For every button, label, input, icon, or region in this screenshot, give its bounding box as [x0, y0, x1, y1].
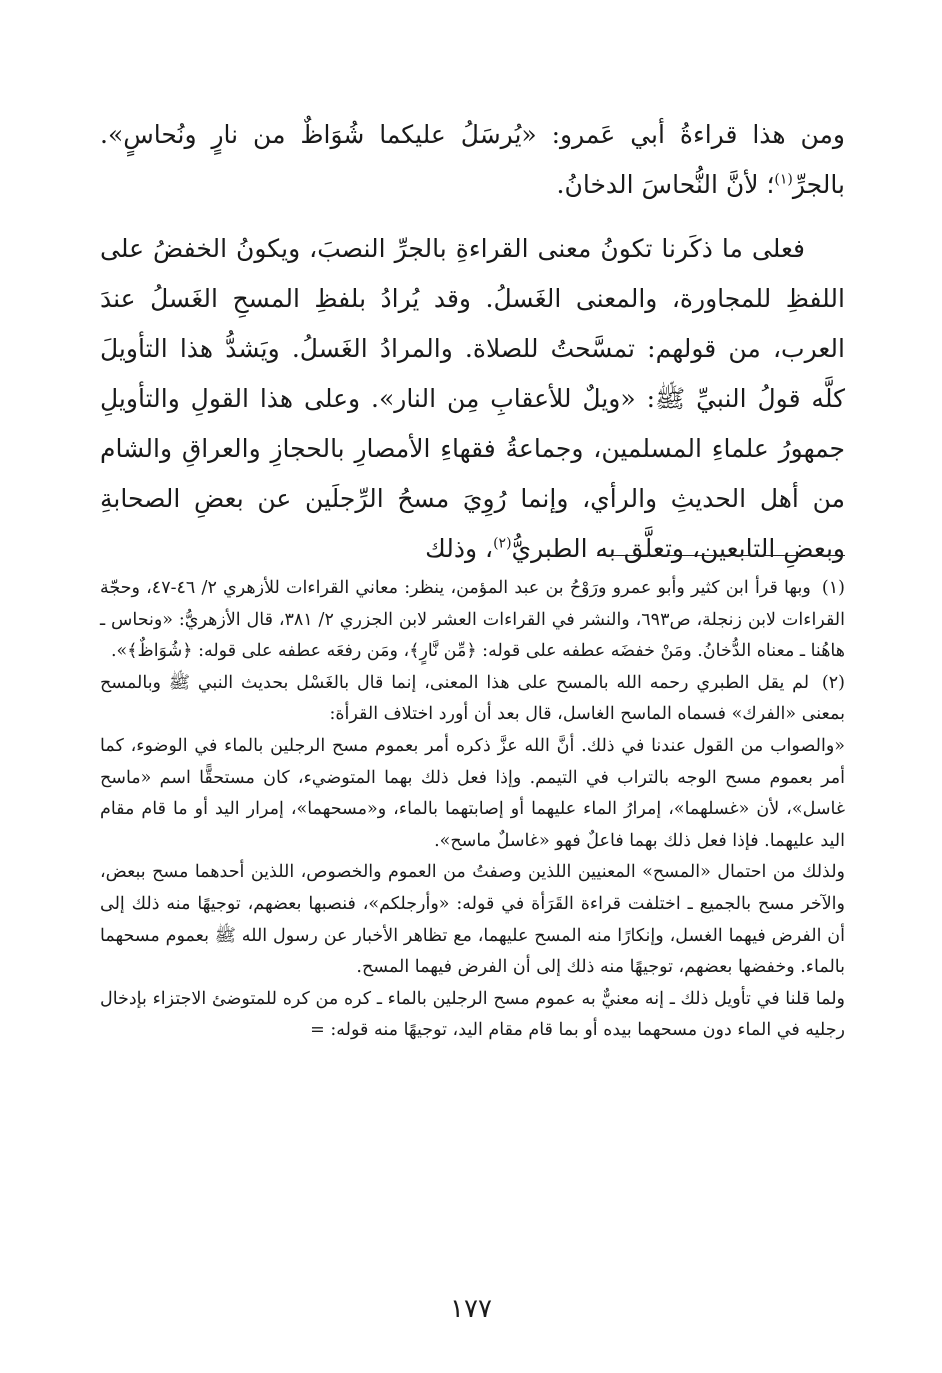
footnote-1-text: وبها قرأ ابن كثير وأبو عمرو ورَوْحُ بن عبد المؤمن، ينظر: معاني القراءات للأزهري ٢/ ٤٦-٤٧، وحجّة القراءات لابن زنجلة، ص٦٩٣، والنشر في القراءات العشر لابن الجزري ٢/ ٣٨١، قال الأزهريُّ: «ونحاس ـ هاهُنا ـ معناه الدُّخانُ. ومَنْ خفضَه عطفه على قوله: ﴿مِّن نَّارٍ﴾، ومَن رفعَه عطفه على قوله: ﴿شُوَاظٌ﴾». [100, 578, 846, 662]
footnote-2-paragraph-2: «والصواب من القول عندنا في ذلك. أنَّ الله عزَّ ذكره أمر بعموم مسح الرجلين بالماء في الوضوء، كما أمر بعموم مسح الوجه بالتراب في التيمم. وإذا فعل ذلك بهما المتوضيء، كان مستحقًّا اسم «ماسح غاسل»، لأن «غسلهما»، إمرارُ الماء عليهما أو إصابتهما بالماء، و«مسحهما»، إمرار اليد أو ما قام مقام اليد عليهما. فإذا فعل ذلك بهما فاعلٌ فهو «غاسلٌ ماسح». [100, 735, 845, 851]
footnote-1-paragraph [100, 573, 845, 668]
main-paragraph-2-text: فعلى ما ذكَرنا تكونُ معنى القراءةِ بالجرِّ النصبَ، ويكونُ الخفضُ على اللفظِ للمجاورة، والمعنى الغَسلُ. وقد يُرادُ بلفظِ المسحِ الغَسلُ عندَ العرب، من قولهم: تمسَّحتُ للصلاة. والمرادُ الغَسلُ. ويَشدُّ هذا التأويلَ كلَّه قولُ النبيِّ ﷺ: «ويلٌ للأعقابِ مِن النار». وعلى هذا القولِ والتأويلِ جمهورُ علماءِ المسلمين، وجماعةُ فقهاءِ الأمصارِ بالحجازِ والعراقِ والشام من أهل الحديثِ والرأي، وإنما رُوِيَ مسحُ الرِّجلَين عن بعضِ الصحابةِ وبعضِ التابعين، وتعلَّق به الطبريُّ [100, 234, 845, 563]
footnote-2-number: (٢) [821, 672, 845, 693]
footnotes [100, 573, 845, 1047]
main-text [100, 110, 845, 588]
main-paragraph-2-tail: ، وذلك [425, 534, 494, 563]
main-paragraph-2 [100, 224, 845, 574]
page-number: ١٧٧ [450, 1294, 492, 1324]
footnote-ref-1[interactable]: (١) [774, 171, 793, 188]
footnote-2-paragraph-4: ولما قلنا في تأويل ذلك ـ إنه معنيٌّ به عموم مسح الرجلين بالماء ـ كره من كره للمتوضئ الاجتزاء بإدخال رجليه في الماء دون مسحهما بيده أو بما قام مقام اليد، توجيهًا منه قوله: = [100, 988, 845, 1041]
footnote-1 [100, 573, 845, 668]
footnote-separator [597, 555, 845, 556]
main-paragraph-1 [100, 110, 845, 210]
footnote-2-text-1: لم يقل الطبري رحمه الله بالمسح على هذا المعنى، إنما قال بالغَسْل بحديث النبي ﷺ وبالمسح بمعنى «الفرك» فسماه الماسح الغاسل، قال بعد أن أورد اختلاف القرأة: [100, 672, 845, 725]
main-paragraph-1-tail: ؛ لأنَّ النُّحاسَ الدخانُ. [556, 170, 775, 199]
main-paragraph-1-text: ومن هذا قراءةُ أبي عَمرو: «يُرسَلُ عليكما شُوَاظٌ من نارٍ ونُحاسٍ». بالجرِّ [100, 120, 845, 199]
footnote-2-paragraph-3: ولذلك من احتمال «المسح» المعنيين اللذين وصفتُ من العموم والخصوص، اللذين أحدهما مسح ببعض، والآخر مسح بالجميع ـ اختلفت قراءة القَرَأة في قوله: «وأرجلكم»، فنصبها بعضهم، توجيهًا منه ذلك إلى أن الفرض فيهما الغسل، وإنكارًا منه المسح عليهما، مع تظاهر الأخبار عن رسول الله ﷺ بعموم مسحهما بالماء. وخفضها بعضهم، توجيهًا منه ذلك إلى أن الفرض فيهما المسح. [100, 862, 845, 978]
footnote-2 [100, 668, 845, 1047]
footnote-2-paragraph-1 [100, 668, 845, 731]
footnote-1-number: (١) [821, 578, 845, 598]
footnote-ref-2[interactable]: (٢) [493, 535, 512, 552]
